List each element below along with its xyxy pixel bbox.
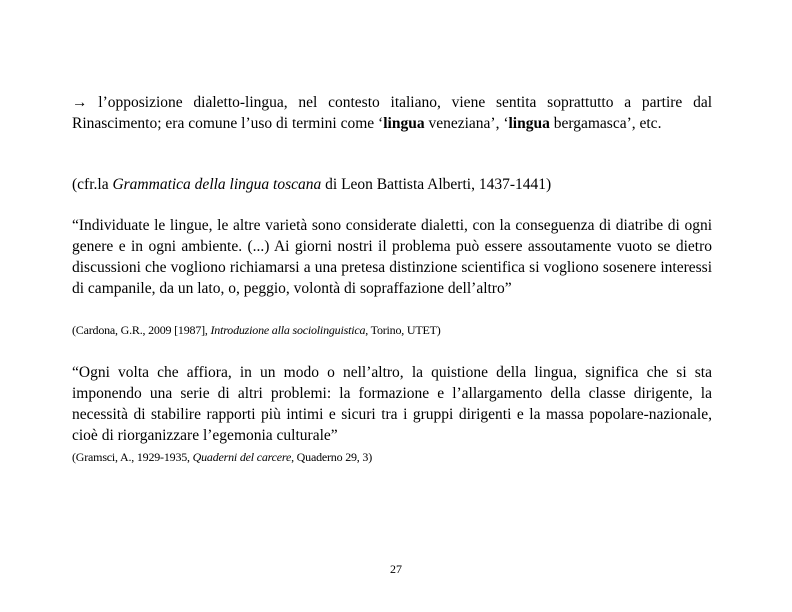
arrow-icon: → <box>72 94 88 111</box>
quote-cardona <box>72 215 712 299</box>
reference-prefix: (cfr.la <box>72 176 113 193</box>
citation-title: Quaderni del carcere <box>192 450 292 464</box>
page-number: 27 <box>390 562 402 576</box>
paragraph-text <box>72 174 712 195</box>
citation-gramsci <box>72 450 712 465</box>
paragraph-text-part: veneziana’, ‘ <box>424 115 509 132</box>
citation-prefix: (Cardona, G.R., 2009 [1987], <box>72 323 211 337</box>
bold-term: lingua <box>383 115 425 132</box>
reference-suffix: di Leon Battista Alberti, 1437-1441) <box>321 176 552 193</box>
book-title: Grammatica della lingua toscana <box>112 176 322 193</box>
paragraph-alberti-reference <box>72 174 712 195</box>
paragraph-dialect-language-opposition <box>72 92 712 134</box>
paragraph-text-part: bergamasca’, etc. <box>549 115 662 132</box>
citation-suffix: , Torino, UTET) <box>365 323 441 337</box>
paragraph-text-part: l’opposizione dialetto-lingua, nel contesto italiano, viene sentita soprattutto a partire dal Rinascimento; era comune l’uso di termini come ‘ <box>72 94 712 132</box>
citation-cardona <box>72 323 712 338</box>
quote-text: “Ogni volta che affiora, in un modo o nell’altro, la quistione della lingua, significa che si sta imponendo una serie di altri problemi: la formazione e l’allargamento della classe dirigente, la necessità di stabilire rapporti più intimi e sicuri tra i gruppi dirigenti e la massa popolare-nazionale, cioè di riorganizzare l’egemonia culturale” <box>72 364 712 444</box>
quote-text: “Individuate le lingue, le altre varietà sono considerate dialetti, con la conseguenza di diatribe di ogni genere e in ogni ambiente. (...) Ai giorni nostri il problema può essere assoutamente vuoto se dietro discussioni che vogliono richiamarsi a una pretesa distinzione scientifica si vogliono sosenere interessi di campanile, da un lato, o, peggio, volontà di sopraffazione dell’altro” <box>72 217 712 297</box>
quote-gramsci <box>72 362 712 446</box>
paragraph-text <box>72 92 712 134</box>
bold-term: lingua <box>508 115 550 132</box>
citation-suffix: , Quaderno 29, 3) <box>291 450 372 464</box>
citation-title: Introduzione alla sociolinguistica <box>210 323 366 337</box>
citation-prefix: (Gramsci, A., 1929-1935, <box>72 450 193 464</box>
